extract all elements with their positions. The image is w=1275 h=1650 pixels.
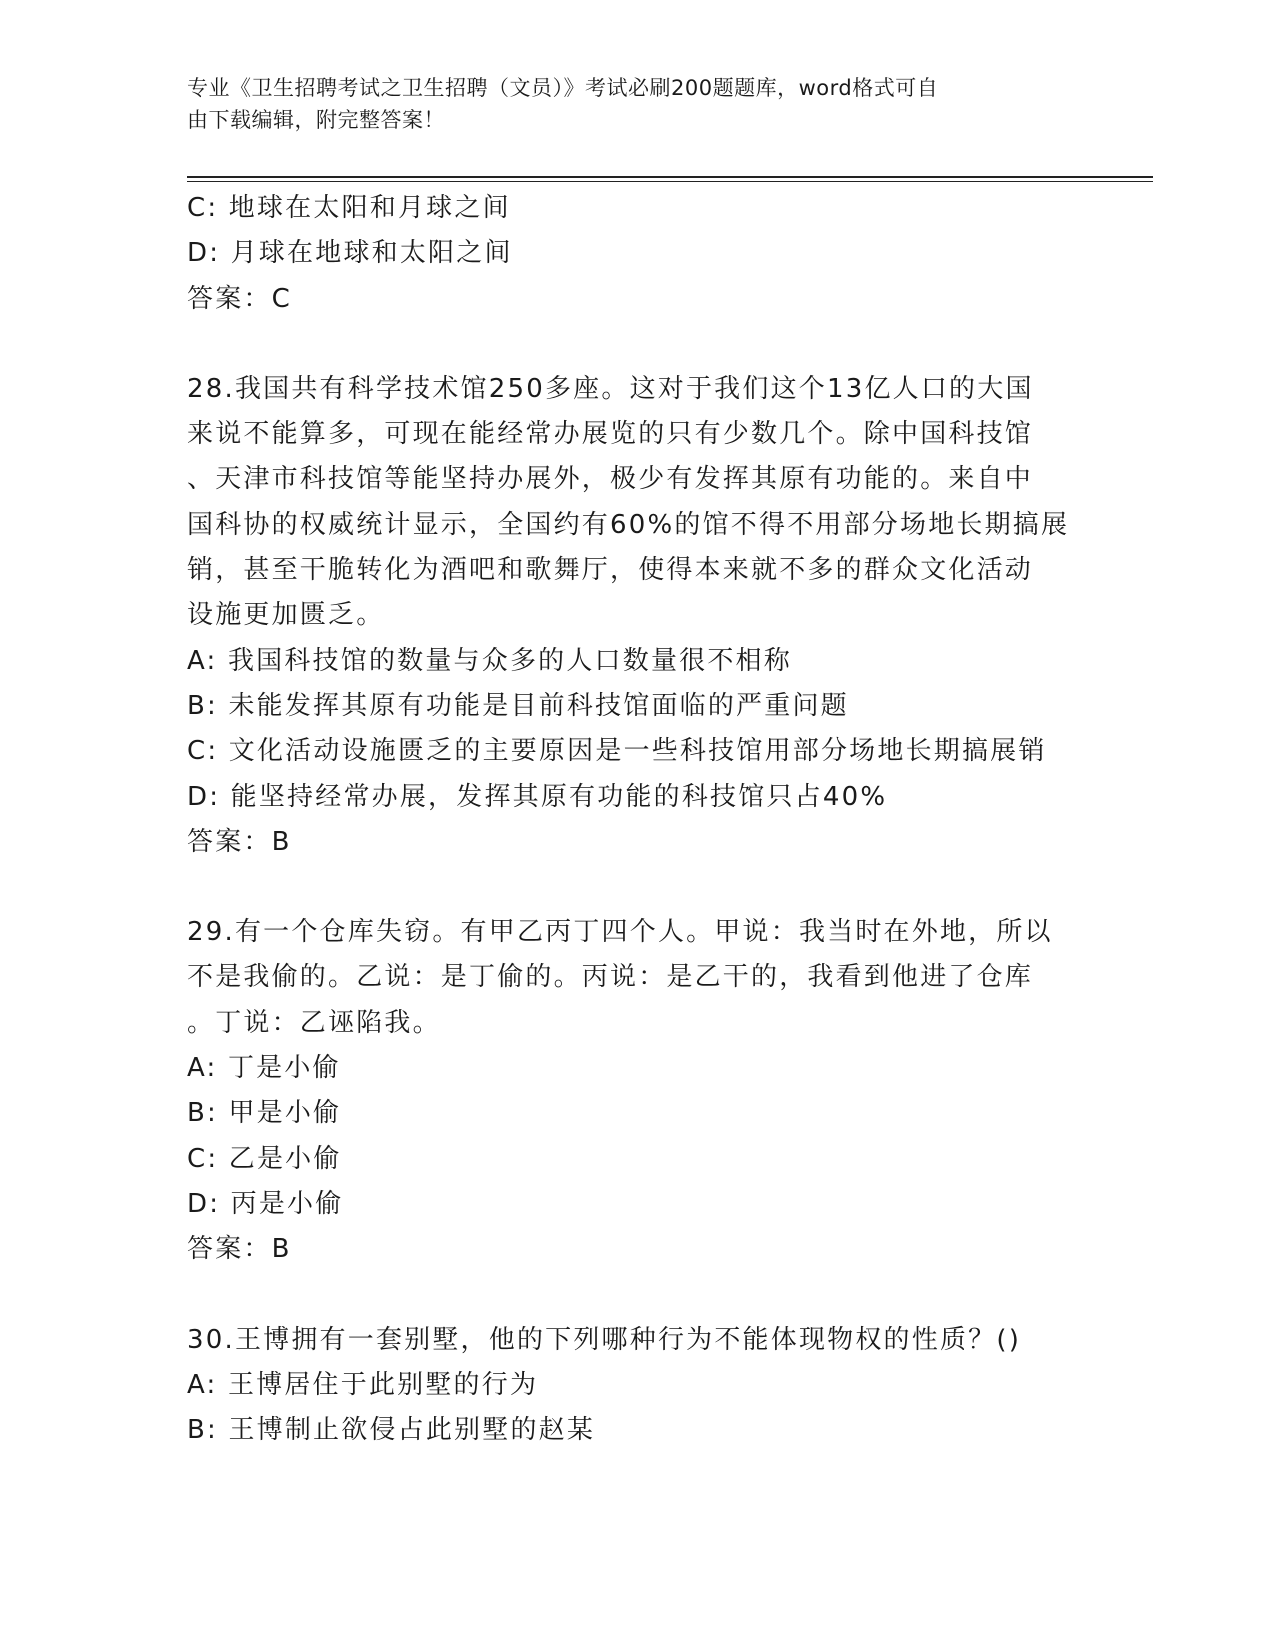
question-29 [187, 910, 1087, 1272]
question-stem-line: 28.我国共有科学技术馆250多座。这对于我们这个13亿人口的大国 [187, 373, 1034, 404]
option-a: A: 王博居住于此别墅的行为 [187, 1369, 539, 1400]
option-d: D: 能坚持经常办展，发挥其原有功能的科技馆只占40% [187, 781, 888, 812]
document-header [187, 72, 1067, 136]
option-c: C: 地球在太阳和月球之间 [187, 193, 511, 223]
answer-label: 答案： [187, 826, 272, 857]
option-d: D: 月球在地球和太阳之间 [187, 238, 513, 269]
option-c: C: 文化活动设施匮乏的主要原因是一些科技馆用部分场地长期搞展销 [187, 736, 1047, 767]
question-27-continuation [187, 186, 1087, 322]
question-stem-line: 设施更加匮乏。 [187, 600, 385, 631]
question-stem-line: 。丁说：乙诬陷我。 [187, 1007, 441, 1038]
option-a: A: 丁是小偷 [187, 1053, 341, 1084]
header-title-line-2: 由下载编辑，附完整答案！ [187, 108, 445, 132]
option-b: B: 甲是小偷 [187, 1098, 342, 1129]
answer-value: C [271, 283, 290, 314]
answer-label: 答案： [187, 1234, 272, 1265]
answer-value: B [271, 826, 290, 857]
question-stem-line: 、天津市科技馆等能坚持办展外，极少有发挥其原有功能的。来自中 [187, 464, 1034, 495]
option-d: D: 丙是小偷 [187, 1188, 344, 1219]
question-stem-line: 不是我偷的。乙说：是丁偷的。丙说：是乙干的，我看到他进了仓库 [187, 962, 1034, 993]
answer-line [187, 820, 1087, 865]
answer-value: B [271, 1234, 290, 1265]
question-content [187, 186, 1087, 1453]
answer-line [187, 277, 1087, 322]
question-30 [187, 1318, 1087, 1454]
question-stem-line: 29.有一个仓库失窃。有甲乙丙丁四个人。甲说：我当时在外地，所以 [187, 917, 1053, 948]
option-c: C: 乙是小偷 [187, 1143, 342, 1174]
question-stem-line: 销，甚至干脆转化为酒吧和歌舞厅，使得本来就不多的群众文化活动 [187, 555, 1034, 586]
question-stem-line: 来说不能算多，可现在能经常办展览的只有少数几个。除中国科技馆 [187, 419, 1034, 450]
option-b: B: 未能发挥其原有功能是目前科技馆面临的严重问题 [187, 690, 849, 721]
answer-line [187, 1227, 1087, 1272]
answer-label: 答案： [187, 283, 272, 314]
option-b: B: 王博制止欲侵占此别墅的赵某 [187, 1415, 596, 1446]
question-28 [187, 367, 1087, 865]
question-stem-line: 30.王博拥有一套别墅，他的下列哪种行为不能体现物权的性质？() [187, 1324, 1022, 1355]
header-title-line-1: 专业《卫生招聘考试之卫生招聘（文员）》考试必刷200题题库，word格式可自 [187, 76, 939, 100]
question-stem-line: 国科协的权威统计显示，全国约有60%的馆不得不用部分场地长期搞展 [187, 509, 1070, 540]
option-a: A: 我国科技馆的数量与众多的人口数量很不相称 [187, 645, 792, 676]
header-divider [187, 176, 1153, 182]
